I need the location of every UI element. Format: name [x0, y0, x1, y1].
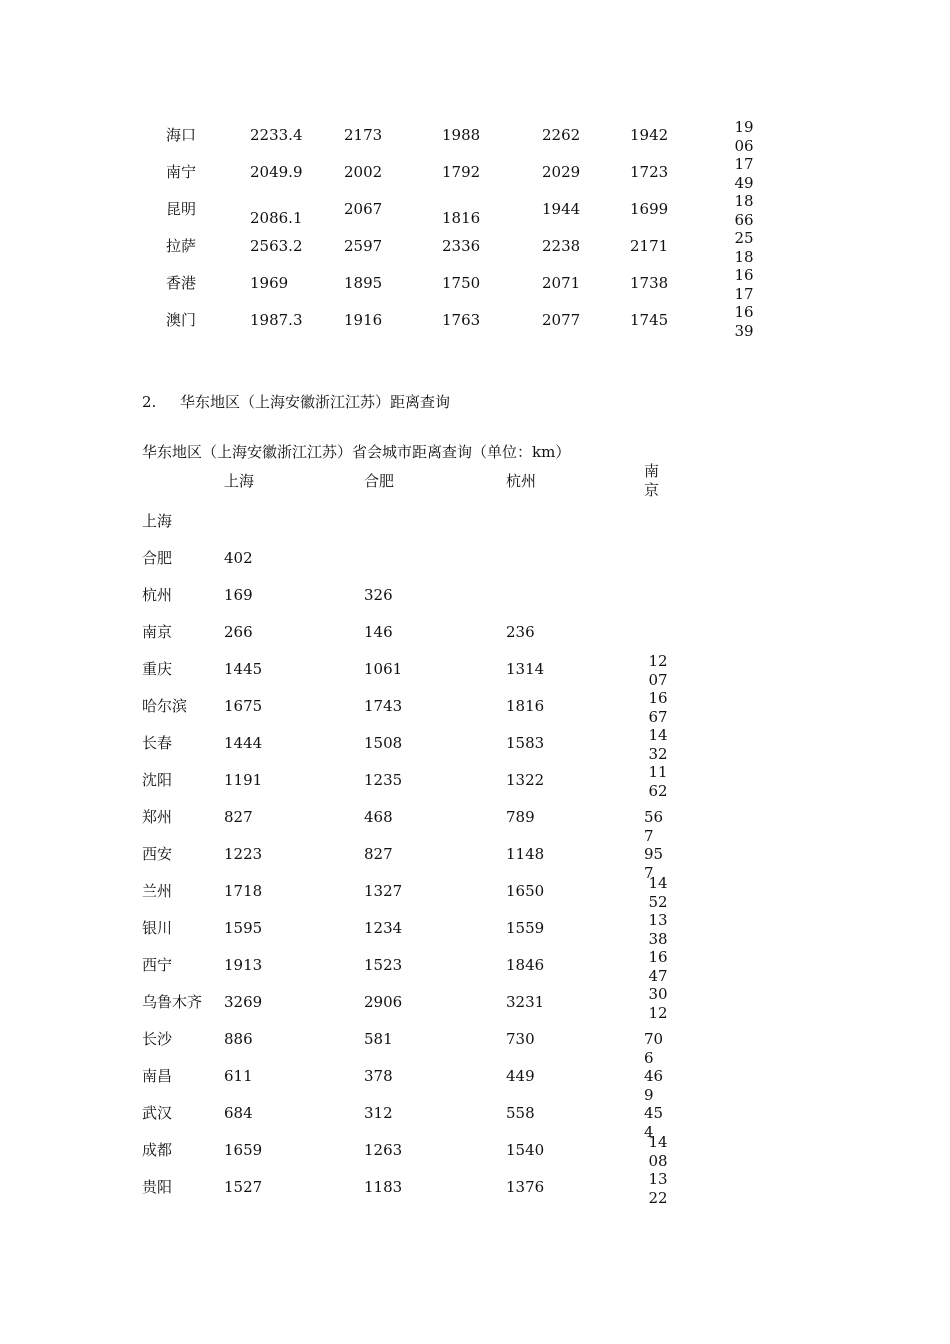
table-header-row [0, 462, 950, 502]
distance-cell: 2563.2 [250, 237, 303, 255]
table-row [0, 190, 950, 227]
table-row [0, 1131, 950, 1168]
distance-cell: 378 [364, 1067, 393, 1085]
distance-cell: 1583 [506, 734, 545, 752]
distance-cell: 1235 [364, 771, 403, 789]
table-row [0, 687, 950, 724]
distance-cell: 1675 [224, 697, 263, 715]
distance-cell: 1846 [506, 956, 545, 974]
distance-cell: 1376 [506, 1178, 545, 1196]
distance-cell: 1183 [364, 1178, 403, 1196]
distance-cell: 326 [364, 586, 393, 604]
city-name: 杭州 [142, 586, 173, 604]
distance-cell: 1408 [648, 1133, 668, 1170]
distance-cell: 567 [644, 808, 664, 845]
city-name: 拉萨 [166, 237, 197, 255]
section-title: 华东地区（上海安徽浙江江苏）距离查询 [180, 393, 451, 411]
distance-cell: 1162 [648, 763, 668, 800]
table-row [0, 872, 950, 909]
distance-cell: 1750 [442, 274, 481, 292]
city-name: 南京 [142, 623, 173, 641]
table-row [0, 264, 950, 301]
distance-cell: 1942 [630, 126, 669, 144]
distance-cell: 581 [364, 1030, 393, 1048]
distance-cell: 468 [364, 808, 393, 826]
distance-cell: 1866 [734, 192, 754, 229]
distance-cell: 827 [224, 808, 253, 826]
distance-cell: 266 [224, 623, 253, 641]
city-name: 银川 [142, 919, 173, 937]
city-name: 上海 [142, 512, 173, 530]
distance-cell: 1913 [224, 956, 263, 974]
distance-cell: 1916 [344, 311, 383, 329]
distance-cell: 789 [506, 808, 535, 826]
distance-cell: 1452 [648, 874, 668, 911]
distance-cell: 1617 [734, 266, 754, 303]
table-row [0, 1094, 950, 1141]
distance-cell: 827 [364, 845, 393, 863]
table-row [0, 301, 950, 338]
table-row [0, 116, 950, 153]
city-name: 长春 [142, 734, 173, 752]
table-caption: 华东地区（上海安徽浙江江苏）省会城市距离查询（单位：km） [142, 443, 571, 461]
distance-cell: 402 [224, 549, 253, 567]
distance-cell: 1749 [734, 155, 754, 192]
city-name: 沈阳 [142, 771, 173, 789]
table-row [0, 835, 950, 882]
distance-cell: 2067 [344, 200, 383, 218]
city-name: 成都 [142, 1141, 173, 1159]
distance-cell: 1944 [542, 200, 581, 218]
table-row [0, 153, 950, 190]
distance-cell: 1207 [648, 652, 668, 689]
column-header: 上海 [224, 472, 255, 490]
distance-cell: 1745 [630, 311, 669, 329]
city-name: 合肥 [142, 549, 173, 567]
distance-cell: 1895 [344, 274, 383, 292]
distance-cell: 1263 [364, 1141, 403, 1159]
distance-cell: 706 [644, 1030, 664, 1067]
distance-cell: 1223 [224, 845, 263, 863]
distance-cell: 1540 [506, 1141, 545, 1159]
distance-cell: 3012 [648, 985, 668, 1022]
table-row [0, 798, 950, 845]
city-name: 海口 [166, 126, 197, 144]
city-name: 南昌 [142, 1067, 173, 1085]
table-row [0, 502, 950, 539]
distance-cell: 1444 [224, 734, 263, 752]
distance-cell: 1314 [506, 660, 545, 678]
distance-cell: 1647 [648, 948, 668, 985]
distance-cell: 1595 [224, 919, 263, 937]
distance-cell: 1639 [734, 303, 754, 340]
section-heading [142, 392, 450, 412]
city-name: 香港 [166, 274, 197, 292]
table-row [0, 1168, 950, 1205]
distance-cell: 312 [364, 1104, 393, 1122]
table-row [0, 613, 950, 650]
distance-cell: 2518 [734, 229, 754, 266]
table-row [0, 1057, 950, 1104]
distance-cell: 1527 [224, 1178, 263, 1196]
distance-cell: 2086.1 [250, 209, 303, 227]
distance-cell: 2906 [364, 993, 403, 1011]
distance-cell: 454 [644, 1104, 664, 1141]
table-row [0, 909, 950, 946]
distance-cell: 1432 [648, 726, 668, 763]
distance-cell: 1988 [442, 126, 481, 144]
table-row [0, 227, 950, 264]
city-name: 乌鲁木齐 [142, 993, 203, 1011]
distance-cell: 684 [224, 1104, 253, 1122]
distance-cell: 1816 [506, 697, 545, 715]
city-name: 西宁 [142, 956, 173, 974]
distance-cell: 1234 [364, 919, 403, 937]
distance-cell: 146 [364, 623, 393, 641]
distance-cell: 3269 [224, 993, 263, 1011]
distance-cell: 1148 [506, 845, 545, 863]
distance-cell: 1699 [630, 200, 669, 218]
distance-cell: 1523 [364, 956, 403, 974]
distance-cell: 236 [506, 623, 535, 641]
distance-cell: 1559 [506, 919, 545, 937]
table-row [0, 1020, 950, 1067]
city-name: 南宁 [166, 163, 197, 181]
table-row [0, 724, 950, 761]
table-row [0, 946, 950, 983]
distance-cell: 2238 [542, 237, 581, 255]
city-name: 西安 [142, 845, 173, 863]
distance-cell: 1445 [224, 660, 263, 678]
city-name: 贵阳 [142, 1178, 173, 1196]
section-number: 2. [142, 393, 157, 411]
city-name: 郑州 [142, 808, 173, 826]
column-header: 南京 [644, 462, 660, 499]
city-name: 哈尔滨 [142, 697, 188, 715]
city-name: 昆明 [166, 200, 197, 218]
distance-cell: 1718 [224, 882, 263, 900]
distance-cell: 1906 [734, 118, 754, 155]
distance-cell: 1061 [364, 660, 403, 678]
distance-cell: 2002 [344, 163, 383, 181]
column-header: 合肥 [364, 472, 395, 490]
distance-cell: 886 [224, 1030, 253, 1048]
distance-cell: 611 [224, 1067, 253, 1085]
table-row [0, 761, 950, 798]
city-name: 重庆 [142, 660, 173, 678]
distance-cell: 2049.9 [250, 163, 303, 181]
distance-cell: 2071 [542, 274, 581, 292]
distance-cell: 2173 [344, 126, 383, 144]
distance-cell: 1969 [250, 274, 289, 292]
table-row [0, 650, 950, 687]
distance-cell: 2029 [542, 163, 581, 181]
distance-cell: 957 [644, 845, 664, 882]
distance-cell: 2233.4 [250, 126, 303, 144]
distance-cell: 2262 [542, 126, 581, 144]
table-row [0, 576, 950, 613]
distance-cell: 1322 [648, 1170, 668, 1207]
distance-cell: 2171 [630, 237, 669, 255]
distance-cell: 1338 [648, 911, 668, 948]
distance-cell: 558 [506, 1104, 535, 1122]
distance-cell: 1792 [442, 163, 481, 181]
city-name: 澳门 [166, 311, 197, 329]
distance-cell: 3231 [506, 993, 545, 1011]
table-row [0, 539, 950, 576]
distance-cell: 469 [644, 1067, 664, 1104]
city-name: 武汉 [142, 1104, 173, 1122]
distance-cell: 1327 [364, 882, 403, 900]
distance-cell: 1191 [224, 771, 263, 789]
distance-cell: 1738 [630, 274, 669, 292]
distance-cell: 1816 [442, 209, 481, 227]
distance-cell: 1743 [364, 697, 403, 715]
distance-cell: 2597 [344, 237, 383, 255]
city-name: 长沙 [142, 1030, 173, 1048]
distance-cell: 169 [224, 586, 253, 604]
distance-cell: 1763 [442, 311, 481, 329]
distance-cell: 1723 [630, 163, 669, 181]
distance-cell: 1322 [506, 771, 545, 789]
city-name: 兰州 [142, 882, 173, 900]
distance-cell: 1659 [224, 1141, 263, 1159]
table-row [0, 983, 950, 1020]
distance-cell: 730 [506, 1030, 535, 1048]
distance-cell: 1508 [364, 734, 403, 752]
distance-cell: 1667 [648, 689, 668, 726]
column-header: 杭州 [506, 472, 537, 490]
distance-cell: 449 [506, 1067, 535, 1085]
distance-cell: 2077 [542, 311, 581, 329]
distance-cell: 1650 [506, 882, 545, 900]
distance-cell: 1987.3 [250, 311, 303, 329]
distance-cell: 2336 [442, 237, 481, 255]
